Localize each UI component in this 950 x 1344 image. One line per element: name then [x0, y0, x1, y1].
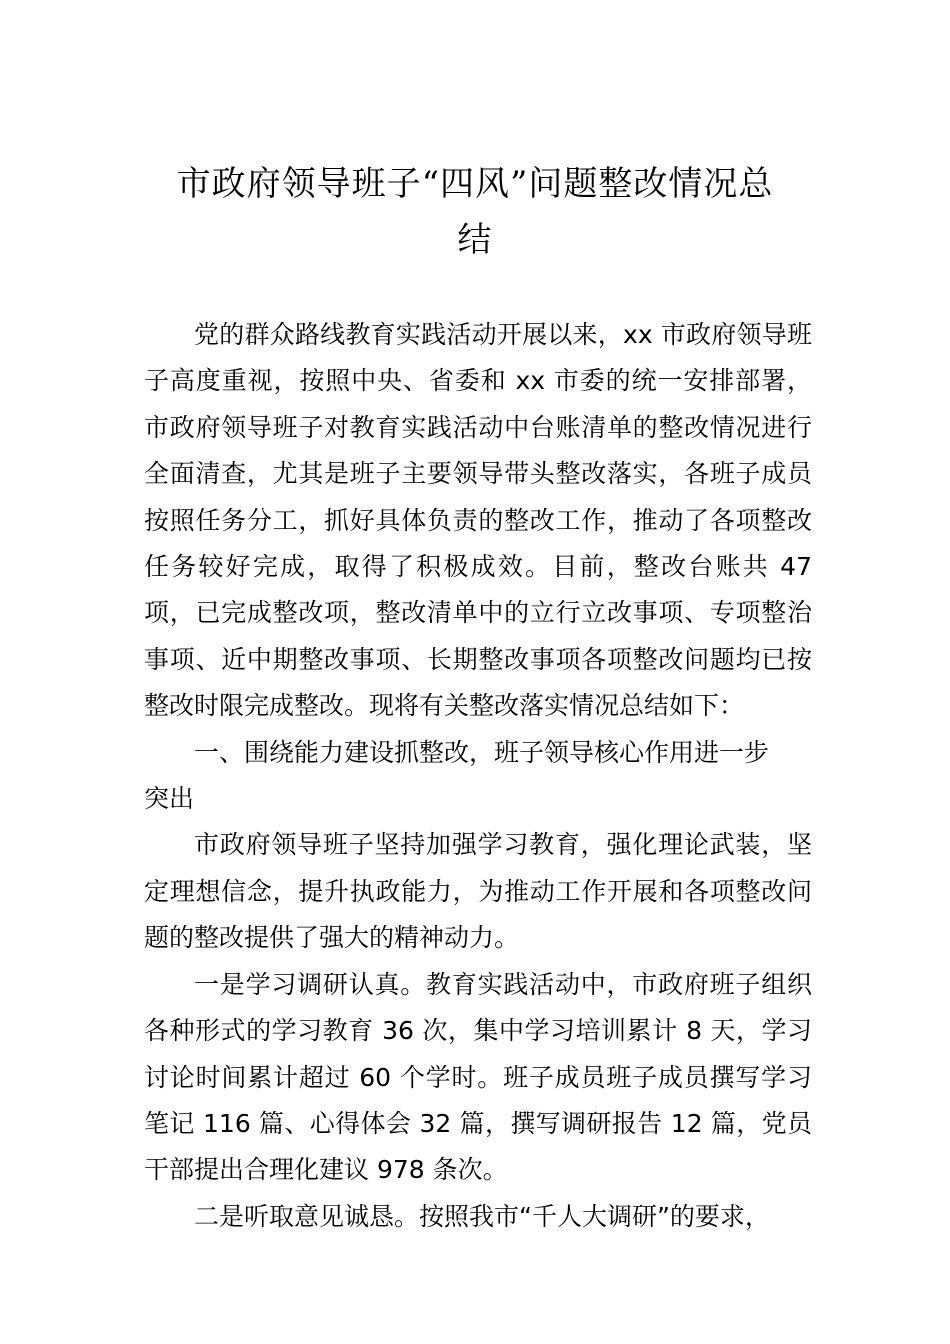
listen-opinions-paragraph: 二是听取意见诚恳。按照我市“千人大调研”的要求， — [194, 1201, 770, 1231]
document-title: 市政府领导班子“四风”问题整改情况总 结 — [176, 164, 774, 260]
section-1-paragraph: 市政府领导班子坚持加强学习教育，强化理论武装，坚定理想信念，提升执政能力，为推动工作开展和各项整改问题的整改提供了强大的精神动力。 — [144, 830, 812, 953]
section-heading-1: 一、围绕能力建设抓整改，班子领导核心作用进一步突出 — [144, 737, 770, 814]
intro-paragraph: 党的群众路线教育实践活动开展以来，xx 市政府领导班子高度重视，按照中央、省委和 xx 市委的统一安排部署，市政府领导班子对教育实践活动中台账清单的整改情况进行全面清查，尤其是班子主要领导带头整改落实，各班子成员按照任务分工，抓好具体负责的整改工作，推动了各项整改任务较好完成，取得了积极成效。目前，整改台账共 47 项，已完成整改项，整改清单中的立行立改事项、专项整治事项、近中期整改事项、长期整改事项各项整改问题均已按整改时限完成整改。现将有关整改落实情况总结如下： — [144, 320, 812, 721]
document-body — [144, 312, 812, 1240]
study-research-paragraph: 一是学习调研认真。教育实践活动中，市政府班子组织各种形式的学习教育 36 次，集中学习培训累计 8 天，学习讨论时间累计超过 60 个学时。班子成员班子成员撰写学习笔记 116 篇、心得体会 32 篇，撰写调研报告 12 篇，党员干部提出合理化建议 978 条次。 — [144, 969, 812, 1185]
